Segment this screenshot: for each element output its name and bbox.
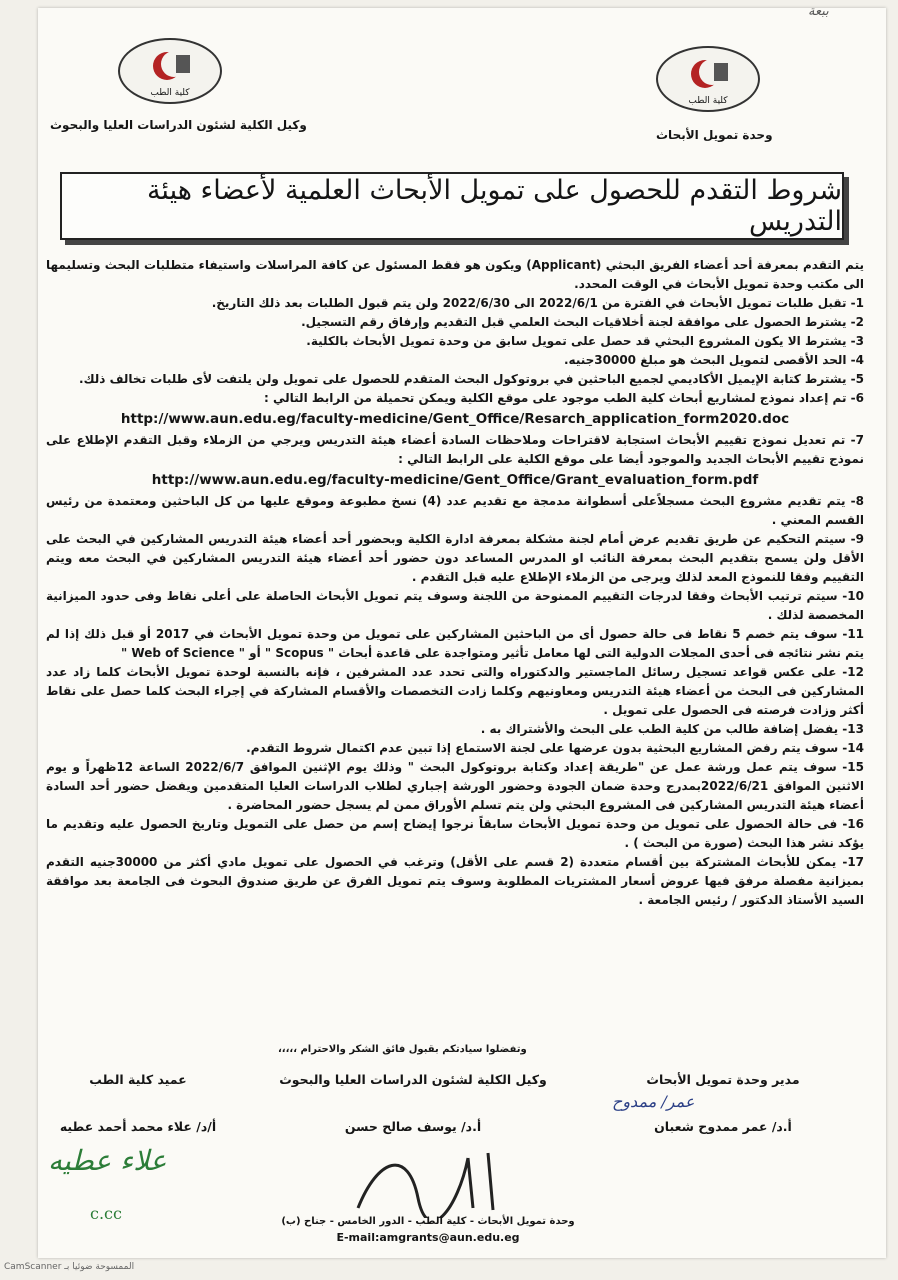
condition-item-11: 11- سوف يتم خصم 5 نقاط فى حالة حصول أى من الباحثين المشاركين على تمويل من وحدة تمويل الأبحاث في 2017 أو قبل ذلك إذا لم يتم نشر نتائجه فى أحدى المجلات الدولية التى لها معامل تأثير ومتواجدة على قاعدة أبحاث " Scopus " أو " Web of Science " [46, 627, 865, 660]
signature-name: أ/د/ علاء محمد أحمد عطيه [59, 1119, 217, 1134]
signature-name: أ.د/ عمر ممدوح شعبان [654, 1119, 792, 1134]
condition-item-3: 3- يشترط الا يكون المشروع البحثي قد حصل على تمويل سابق من وحدة تمويل الأبحاث بالكلية. [306, 334, 864, 348]
header-right-label: وحدة تمويل الأبحاث [656, 128, 773, 142]
condition-item-7: 7- تم تعديل نموذج تقييم الأبحاث استجابة لاقتراحات وملاحظات السادة أعضاء هيئة التدريس ويرجي من الزملاء وقبل التقدم الإطلاع على نموذج تقييم الأبحاث الجديد والموجود أيضا على موقع الكلية على الرابط التالي : [46, 433, 864, 466]
condition-item-1: 1- تقبل طلبات تمويل الأبحاث في الفترة من 2022/6/1 الى 2022/6/30 ولن يتم قبول الطلبات بعد ذلك التاريخ. [211, 296, 864, 310]
footer-email[interactable]: E-mail:amgrants@aun.edu.eg [336, 1231, 520, 1244]
document-title: شروط التقدم للحصول على تمويل الأبحاث العلمية لأعضاء هيئة التدريس [146, 175, 842, 237]
condition-item-13: 13- يفضل إضافة طالب من كلية الطب على البحث والأشتراك به . [480, 722, 864, 736]
corner-mark: ببعة [808, 4, 829, 19]
faculty-logo-left [118, 38, 222, 104]
condition-item-10: 10- سيتم ترتيب الأبحاث وفقا لدرجات التقييم الممنوحة من اللجنة وسوف يتم تمويل الأبحاث الحاصلة على أعلى نقاط وفى حدود الميزانية المخصصة لذلك . [46, 589, 864, 622]
condition-item-14: 14- سوف يتم رفض المشاريع البحثية بدون عرضها على لجنة الاستماع إذا تبين عدم اكتمال شروط التقدم. [246, 741, 864, 755]
signature-title: مدير وحدة تمويل الأبحاث [646, 1072, 800, 1087]
signature-title: عميد كلية الطب [89, 1072, 187, 1087]
condition-item-15: 15- سوف يتم عمل ورشة عمل عن "طريقة إعداد وكتابة بروتوكول البحث " وذلك يوم الإثنين الموافق 2022/6/7 الساعة 12ظهراً و يوم الاثنين الموافق 2022/6/21بمدرج وحدة ضمان الجودة وحضور الورشة إجباري لطلاب الدراسات العليا المتقدمين ويفضل حضور أحد السادة أعضاء هيئة التدريس المشاركين فى المشروع البحثي ولن يتم تسلم الأوراق ممن لم يسجل حضور المحاضرة . [46, 760, 864, 812]
footer [278, 1216, 578, 1244]
title-box [60, 172, 844, 240]
intro-paragraph: يتم التقدم بمعرفة أحد أعضاء الفريق البحثي (Applicant) ويكون هو فقط المسئول عن كافة المراسلات واستيفاء متطلبات البحث وتسليمها الى مكتب وحدة تمويل الأبحاث في الوقت المحدد. [46, 258, 864, 291]
condition-item-6: 6- تم إعداد نموذج لمشاريع أبحاث كلية الطب موجود على موقع الكلية ويمكن تحميلة من الرابط التالي : [264, 391, 864, 405]
footer-address: وحدة تمويل الأبحاث - كلية الطب - الدور الخامس - جناح (ب) [281, 1216, 575, 1227]
header-left-label: وكيل الكلية لشئون الدراسات العليا والبحوث [50, 118, 307, 132]
condition-item-4: 4- الحد الأقصى لتمويل البحث هو مبلغ 30000جنيه. [563, 353, 864, 367]
evaluation-form-link[interactable]: http://www.aun.edu.eg/faculty-medicine/Gent_Office/Grant_evaluation_form.pdf [151, 472, 759, 488]
condition-item-8: 8- يتم تقديم مشروع البحث مسجلاًعلى أسطوانة مدمجة مع تقديم عدد (4) نسخ مطبوعة وموقع عليها من كل الباحثين ومعتمدة من رئيس القسم المعني . [46, 494, 865, 527]
scanner-watermark: CamScanner الممسوحة ضوئيا بـ [4, 1262, 135, 1272]
document-page [38, 4, 886, 1258]
right-logo-text: كلية الطب [688, 96, 728, 106]
condition-item-12: 12- على عكس قواعد تسجيل رسائل الماجستير والدكتوراه والتى تحدد عدد المشرفين ، فإنه بالنسبة لوحدة تمويل الأبحاث كلما زاد عدد المشاركين فى البحث من أعضاء هيئة التدريس ومعاونيهم وكلما زادت التخصصات والأقسام المشاركة في إجراء البحث كلما حصل على نقاط أكثر وزادت فرصته فى الحصول على تمويل . [46, 665, 864, 717]
condition-item-5: 5- يشترط كتابة الإيميل الأكاديمي لجميع الباحثين في بروتوكول البحث المتقدم للحصول على تمويل ولن يلتفت لأى طلبات تخالف ذلك. [79, 372, 864, 386]
signature-name: أ.د/ يوسف صالح حسن [344, 1119, 482, 1134]
closing-line: وتفضلوا سيادتكم بقبول فائق الشكر والاحترام ،،،،، [278, 1044, 527, 1055]
condition-item-2: 2- يشترط الحصول على موافقة لجنة أخلاقيات البحث العلمي قبل التقديم وإرفاق رقم التسجيل. [301, 315, 864, 329]
condition-item-16: 16- فى حالة الحصول على تمويل من وحدة تمويل الأبحاث سابقاً نرجوا إيضاح إسم من حصل على التمويل وتاريخ الحصول عليه وتقديم ما يؤكد نشر هذا البحث (صورة من البحث ) . [46, 817, 864, 850]
application-form-link[interactable]: http://www.aun.edu.eg/faculty-medicine/Gent_Office/Resarch_application_form2020.doc [120, 411, 790, 427]
handwritten-signature-dean: علاء عطيه [48, 1144, 167, 1177]
condition-item-9: 9- سيتم التحكيم عن طريق تقديم عرض أمام لجنة مشكلة بمعرفة ادارة الكلية وبحضور أحد أعضاء هيئة التدريس المشاركين في البحث على الأقل ولن يسمح بتقديم البحث بمعرفة النائب او المدرس المساعد دون حضور أحد أعضاء هيئة التدريس المشاركين في البحث معه ويتم التقييم وفقا للنموذج المعد لذلك ويرجى من الزملاء الإطلاع عليه قبل التقدم . [46, 532, 864, 584]
conditions-body [46, 256, 864, 910]
faculty-logo-right [656, 46, 760, 112]
signature-title: وكيل الكلية لشئون الدراسات العليا والبحوث [279, 1072, 547, 1087]
handwritten-signature-research-unit: عمر/ ممدوح [612, 1092, 695, 1111]
handwritten-signature-vice-dean [348, 1138, 518, 1218]
signature-vice-dean [258, 1072, 568, 1134]
left-logo-text: كلية الطب [150, 88, 190, 98]
cc-note: c.cc [90, 1204, 122, 1223]
signature-dean [28, 1072, 248, 1134]
condition-item-17: 17- يمكن للأبحاث المشتركة بين أقسام متعددة (2 قسم على الأقل) وترغب في الحصول على تمويل مادي أكثر من 30000جنيه التقدم بميزانية مفصلة مرفق فيها عروض أسعار المشتريات المطلوبة وسوف يتم تمويل الفرق عن طريق صندوق البحوث فى الجامعة بعد موافقة السيد الأستاذ الدكتور / رئيس الجامعة . [46, 855, 865, 907]
